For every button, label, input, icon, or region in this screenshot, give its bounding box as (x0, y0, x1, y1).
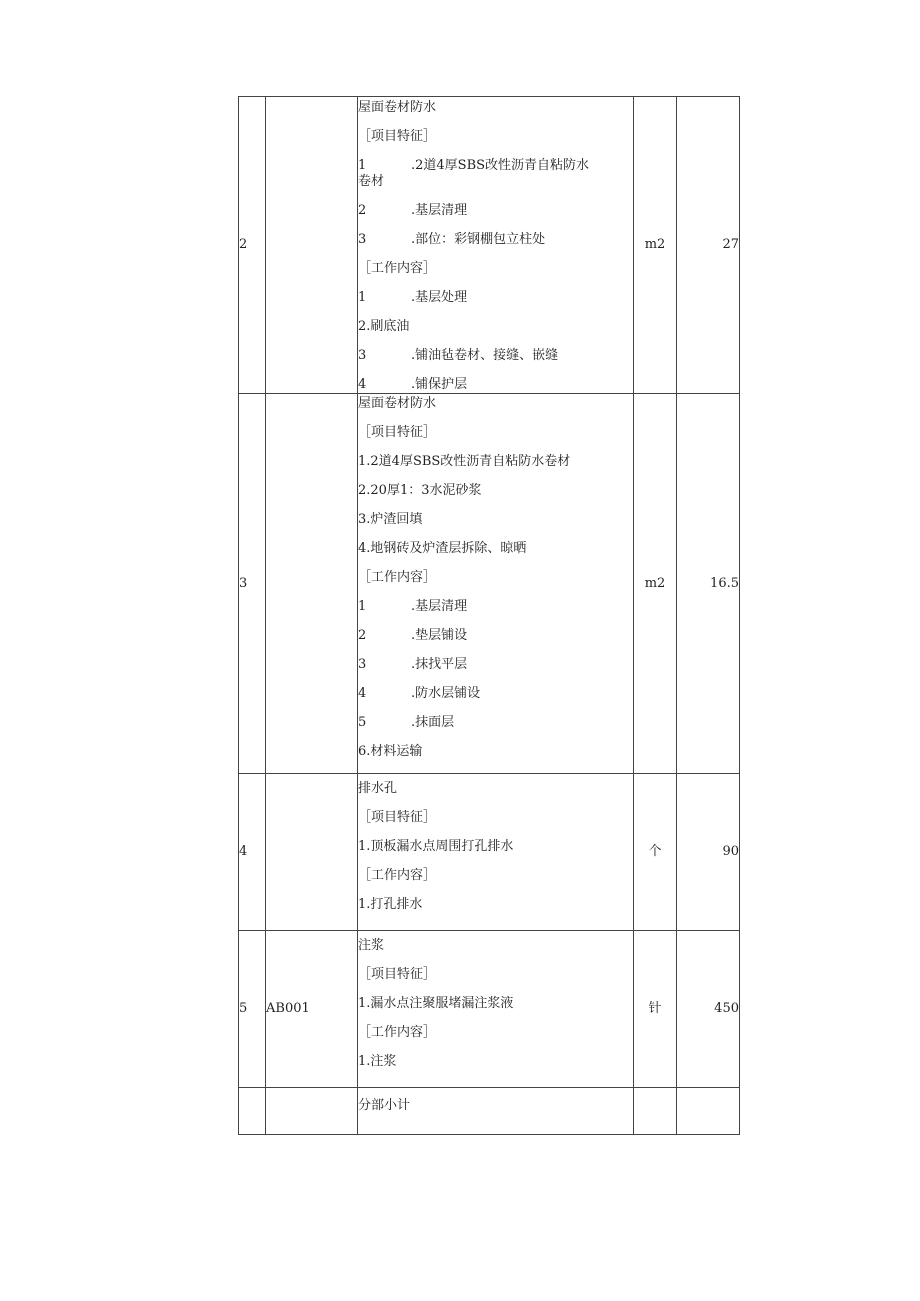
line-text: .垫层铺设 (411, 628, 468, 643)
description-line (358, 232, 633, 248)
line-number: 4 (358, 377, 367, 392)
line-text: 屋面卷材防水 (358, 100, 437, 115)
description-line (358, 348, 633, 364)
line-text: ［项目特征］ (358, 425, 437, 440)
description-line (358, 996, 633, 1012)
description-line (358, 290, 633, 306)
quantity-cell (677, 394, 740, 774)
line-text: .铺油毡卷材、接缝、嵌缝 (411, 348, 559, 363)
description-line (358, 319, 633, 335)
description-line (358, 715, 633, 731)
line-number: 3 (358, 348, 367, 363)
description-cell (358, 774, 634, 931)
line-text: .抹面层 (411, 715, 455, 730)
quantity-cell (677, 774, 740, 931)
row-number-cell-text: 5 (239, 1001, 248, 1017)
description-line (358, 1025, 633, 1041)
description-line (358, 203, 633, 219)
line-text: ［项目特征］ (358, 966, 437, 982)
line-text: ［项目特征］ (358, 809, 437, 825)
line-number: 3 (358, 657, 367, 672)
description-line (358, 967, 633, 983)
line-text: .部位：彩钢棚包立柱处 (411, 232, 546, 247)
description-lines (358, 1098, 633, 1114)
table-row (239, 394, 740, 774)
line-text: 注浆 (358, 937, 385, 953)
line-number: 1 (358, 599, 367, 614)
description-lines (358, 396, 633, 760)
description-lines (358, 98, 633, 392)
unit-cell (634, 97, 677, 394)
table-row (239, 931, 740, 1088)
description-line (358, 174, 633, 190)
description-line (358, 599, 633, 615)
table-row (239, 774, 740, 931)
description-line (358, 781, 633, 797)
description-line (358, 686, 633, 702)
quantity-cell (677, 1088, 740, 1135)
description-line (358, 868, 633, 884)
description-line (358, 938, 633, 954)
description-line (358, 483, 633, 499)
row-number-cell (239, 931, 266, 1088)
line-text: 1.2道4厚SBS改性沥青自粘防水卷材 (358, 454, 571, 469)
line-text: 3.炉渣回填 (358, 512, 423, 527)
description-line (358, 261, 633, 277)
item-code-cell (266, 931, 358, 1088)
description-line (358, 377, 633, 392)
description-line (358, 628, 633, 644)
quantity-cell-text: 450 (714, 1001, 739, 1017)
line-text: .铺保护层 (411, 377, 468, 392)
description-line (358, 744, 633, 760)
line-text: 1.漏水点注聚服堵漏注浆液 (358, 995, 514, 1011)
description-cell (358, 1088, 634, 1135)
line-number: 1 (358, 290, 367, 305)
line-text: 分部小计 (358, 1097, 411, 1113)
item-code-cell (266, 394, 358, 774)
line-text: 2.20厚1：3水泥砂浆 (358, 483, 482, 498)
line-text: ［项目特征］ (358, 129, 437, 144)
line-number: 2 (358, 203, 367, 218)
line-text: .基层处理 (411, 290, 468, 305)
description-line (358, 570, 633, 586)
description-lines (358, 781, 633, 913)
description-line (358, 512, 633, 528)
quantity-cell (677, 97, 740, 394)
quantity-cell-text: 90 (722, 844, 739, 860)
unit-cell-text: m2 (644, 575, 666, 591)
item-code-cell (266, 97, 358, 394)
item-code-cell (266, 774, 358, 931)
line-text: .2道4厚SBS改性沥青自粘防水 (411, 158, 590, 173)
line-number: 3 (358, 232, 367, 247)
row-number-cell-text: 4 (239, 844, 248, 860)
line-text: .抹找平层 (411, 657, 468, 672)
line-text: .基层清理 (411, 599, 468, 614)
unit-cell (634, 931, 677, 1088)
item-code-cell (266, 1088, 358, 1135)
line-text: 1.注浆 (358, 1053, 397, 1069)
line-number: 1 (358, 158, 367, 173)
unit-cell-text: 针 (648, 1001, 662, 1017)
description-line (358, 1054, 633, 1070)
description-line (358, 1098, 633, 1114)
row-number-cell (239, 774, 266, 931)
line-number: 2 (358, 628, 367, 643)
line-text: 1.打孔排水 (358, 896, 423, 912)
description-line (358, 129, 633, 145)
bill-of-quantities-table (238, 96, 740, 1135)
quantity-cell (677, 931, 740, 1088)
line-text: .基层清理 (411, 203, 468, 218)
line-text: 1.顶板漏水点周围打孔排水 (358, 838, 514, 854)
line-text: 卷材 (358, 174, 385, 189)
description-line (358, 897, 633, 913)
line-number: 4 (358, 686, 367, 701)
description-line (358, 839, 633, 855)
table-row (239, 97, 740, 394)
line-text: 排水孔 (358, 780, 398, 796)
description-line (358, 810, 633, 826)
description-cell (358, 97, 634, 394)
row-number-cell (239, 394, 266, 774)
description-line (358, 100, 633, 116)
line-number: 5 (358, 715, 367, 730)
unit-cell (634, 1088, 677, 1135)
line-text: .防水层铺设 (411, 686, 481, 701)
description-line (358, 541, 633, 557)
description-cell (358, 394, 634, 774)
description-line (358, 158, 633, 174)
line-text: ［工作内容］ (358, 867, 437, 883)
line-text: 屋面卷材防水 (358, 396, 437, 411)
description-cell (358, 931, 634, 1088)
line-text: 4.地钢砖及炉渣层拆除、晾晒 (358, 541, 527, 556)
line-text: ［工作内容］ (358, 570, 437, 585)
description-line (358, 454, 633, 470)
description-line (358, 396, 633, 412)
item-code-cell-text: AB001 (266, 1001, 310, 1017)
table-row (239, 1088, 740, 1135)
description-line (358, 657, 633, 673)
quantity-cell-text: 16.5 (710, 575, 739, 591)
line-text: ［工作内容］ (358, 261, 437, 276)
row-number-cell (239, 1088, 266, 1135)
description-line (358, 425, 633, 441)
table-body (239, 97, 740, 1135)
unit-cell-text: m2 (644, 237, 666, 253)
line-text: 6.材料运输 (358, 744, 423, 759)
line-text: ［工作内容］ (358, 1024, 437, 1040)
unit-cell-text: 个 (648, 844, 662, 860)
row-number-cell-text: 3 (239, 575, 248, 591)
description-lines (358, 938, 633, 1070)
row-number-cell (239, 97, 266, 394)
unit-cell (634, 774, 677, 931)
unit-cell (634, 394, 677, 774)
line-text: 2.刷底油 (358, 319, 410, 334)
row-number-cell-text: 2 (239, 237, 248, 253)
quantity-cell-text: 27 (722, 237, 739, 253)
